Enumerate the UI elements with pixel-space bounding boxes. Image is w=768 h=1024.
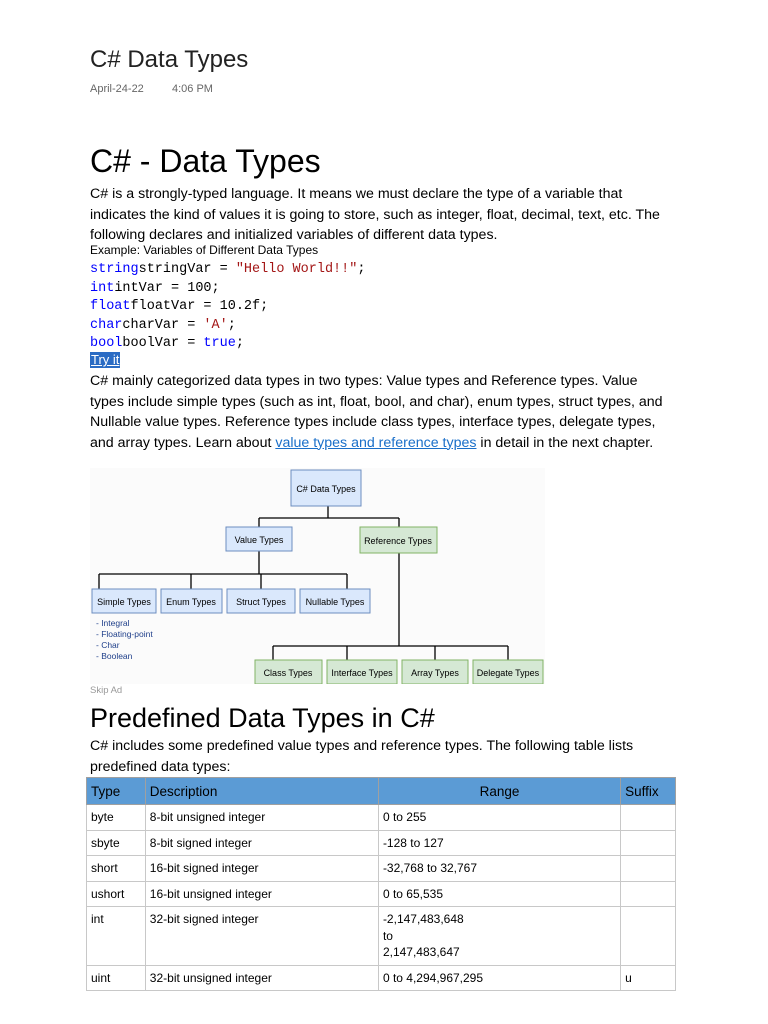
table-row bbox=[87, 965, 676, 991]
skip-ad-link[interactable]: Skip Ad bbox=[90, 685, 123, 696]
diagram-array-types-label: Array Types bbox=[411, 668, 459, 678]
cell-description: 16-bit signed integer bbox=[145, 856, 378, 882]
types-text-end: in detail in the next chapter. bbox=[476, 434, 654, 451]
cell-range: -128 to 127 bbox=[378, 830, 620, 856]
code-line bbox=[90, 280, 365, 299]
types-paragraph bbox=[90, 371, 675, 453]
diagram-class-types-node bbox=[255, 660, 322, 684]
cell-type: sbyte bbox=[87, 830, 146, 856]
diagram-array-types-node bbox=[402, 660, 468, 684]
header-type: Type bbox=[87, 778, 146, 805]
diagram-struct-types-node bbox=[227, 589, 295, 613]
code-keyword: char bbox=[90, 317, 123, 333]
cell-type: int bbox=[87, 907, 146, 966]
code-value: "Hello World!!" bbox=[235, 262, 358, 277]
code-end: ; bbox=[357, 262, 366, 277]
range-line: -2,147,483,648 bbox=[382, 912, 464, 926]
header-suffix: Suffix bbox=[621, 778, 676, 805]
cell-description: 8-bit signed integer bbox=[145, 830, 378, 856]
diagram-value-types-node bbox=[226, 527, 292, 551]
table-row bbox=[87, 907, 676, 966]
predefined-heading: Predefined Data Types in C# bbox=[90, 703, 435, 733]
diagram-simple-types-list bbox=[96, 618, 153, 661]
cell-suffix bbox=[621, 830, 676, 856]
predefined-intro: C# includes some predefined value types and reference types. The following table lists predefined data types: bbox=[90, 738, 634, 775]
table-header-row bbox=[87, 778, 676, 805]
diagram-value-types-label: Value Types bbox=[234, 535, 284, 545]
header-range: Range bbox=[378, 778, 620, 805]
diagram-enum-types-node bbox=[161, 589, 222, 613]
cell-suffix bbox=[621, 856, 676, 882]
cell-description: 32-bit unsigned integer bbox=[145, 965, 378, 991]
range-line: to bbox=[382, 928, 393, 943]
cell-type: uint bbox=[87, 965, 146, 991]
diagram-simple-item: - Floating-point bbox=[96, 629, 153, 639]
table-row bbox=[87, 830, 676, 856]
cell-description: 8-bit unsigned integer bbox=[145, 805, 378, 831]
diagram-reference-types-node bbox=[360, 527, 437, 553]
note-date: April-24-22 bbox=[90, 83, 144, 95]
diagram-delegate-types-node bbox=[473, 660, 543, 684]
diagram-connectors bbox=[99, 506, 508, 660]
code-keyword: int bbox=[90, 280, 115, 296]
article-heading: C# - Data Types bbox=[90, 143, 321, 179]
data-types-table bbox=[86, 777, 676, 991]
diagram-nullable-types-node bbox=[300, 589, 370, 613]
diagram-class-types-label: Class Types bbox=[263, 668, 313, 678]
code-line bbox=[90, 335, 365, 354]
cell-description: 16-bit unsigned integer bbox=[145, 881, 378, 907]
cell-suffix bbox=[621, 805, 676, 831]
code-text: floatVar = 10.2f; bbox=[130, 299, 269, 314]
table-row bbox=[87, 805, 676, 831]
diagram-struct-types-label: Struct Types bbox=[236, 597, 286, 607]
cell-type: byte bbox=[87, 805, 146, 831]
diagram-nullable-types-label: Nullable Types bbox=[305, 597, 365, 607]
code-text: intVar = 100; bbox=[114, 280, 220, 296]
code-value: 'A' bbox=[203, 317, 228, 333]
cell-range: -32,768 to 32,767 bbox=[378, 856, 620, 882]
intro-paragraph: C# is a strongly-typed language. It means we must declare the type of a variable that indicates the kind of values it is going to store, such as integer, float, decimal, text, etc. The following declares and initialized variables of different data types. bbox=[90, 186, 660, 243]
code-line bbox=[90, 261, 365, 280]
code-line bbox=[90, 317, 365, 336]
diagram-enum-types-label: Enum Types bbox=[166, 597, 216, 607]
cell-range bbox=[378, 907, 620, 966]
cell-suffix bbox=[621, 881, 676, 907]
cell-range: 0 to 255 bbox=[378, 805, 620, 831]
diagram-root-label: C# Data Types bbox=[296, 484, 356, 494]
try-it-link[interactable]: Try it bbox=[91, 352, 120, 367]
diagram-simple-item: - Char bbox=[96, 640, 120, 650]
cell-range: 0 to 65,535 bbox=[378, 881, 620, 907]
diagram-interface-types-node bbox=[327, 660, 397, 684]
code-keyword: float bbox=[90, 299, 131, 314]
cell-suffix: u bbox=[621, 965, 676, 991]
diagram-simple-item: - Integral bbox=[96, 618, 130, 628]
code-keyword: bool bbox=[90, 336, 123, 351]
note-time: 4:06 PM bbox=[172, 83, 213, 95]
diagram-interface-types-label: Interface Types bbox=[331, 668, 393, 678]
cell-range: 0 to 4,294,967,295 bbox=[378, 965, 620, 991]
cell-description: 32-bit signed integer bbox=[145, 907, 378, 966]
code-value: true bbox=[203, 336, 236, 351]
data-types-diagram bbox=[90, 468, 545, 684]
code-text: charVar = bbox=[122, 317, 204, 333]
diagram-simple-types-label: Simple Types bbox=[97, 597, 151, 607]
code-keyword: string bbox=[90, 262, 139, 277]
cell-type: short bbox=[87, 856, 146, 882]
diagram-delegate-types-label: Delegate Types bbox=[476, 668, 540, 678]
code-end: ; bbox=[235, 336, 244, 351]
range-line: 2,147,483,647 bbox=[382, 945, 460, 959]
code-block bbox=[90, 261, 365, 354]
cell-type: ushort bbox=[87, 881, 146, 907]
types-text: C# mainly categorized data types in two types: Value types and Reference types. Value types include simple types (such as int, float, bool, and char), enum types, struct types, and Nullable value types. Reference types include class types, interface types, delegate types, and array types. Learn about bbox=[90, 373, 663, 451]
diagram-simple-types-node bbox=[92, 589, 156, 613]
table-row bbox=[87, 881, 676, 907]
example-label: Example: Variables of Different Data Types bbox=[90, 243, 319, 257]
code-line bbox=[90, 298, 365, 317]
value-reference-types-link[interactable]: value types and reference types bbox=[275, 434, 477, 451]
code-text: stringVar = bbox=[138, 262, 236, 277]
header-description: Description bbox=[145, 778, 378, 805]
note-title: C# Data Types bbox=[90, 46, 249, 73]
cell-suffix bbox=[621, 907, 676, 966]
code-text: boolVar = bbox=[122, 336, 204, 351]
code-end: ; bbox=[227, 317, 236, 333]
diagram-reference-types-label: Reference Types bbox=[364, 536, 432, 546]
table-row bbox=[87, 856, 676, 882]
diagram-root-node bbox=[291, 470, 361, 506]
diagram-simple-item: - Boolean bbox=[96, 651, 133, 661]
